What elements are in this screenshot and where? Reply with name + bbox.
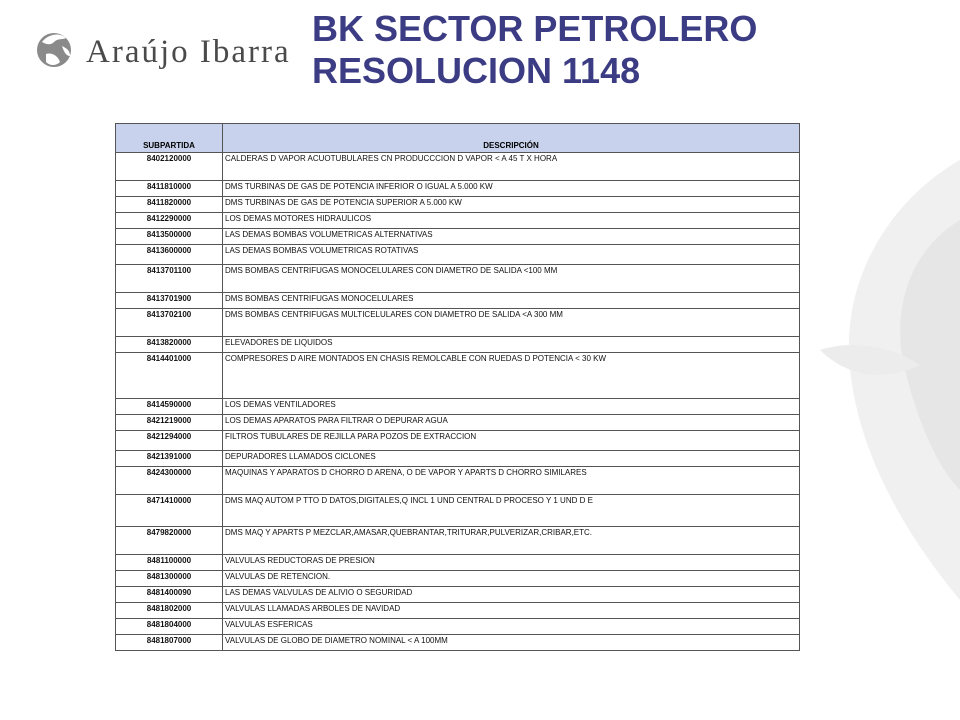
header-subpartida: SUBPARTIDA — [116, 124, 223, 153]
logo-text: Araújo Ibarra — [86, 34, 291, 70]
descripcion-cell: ELEVADORES DE LIQUIDOS — [223, 337, 800, 353]
descripcion-cell: VALVULAS DE RETENCION. — [223, 571, 800, 587]
subpartida-cell: 8471410000 — [116, 495, 223, 527]
descripcion-cell: DMS BOMBAS CENTRIFUGAS MONOCELULARES CON DIAMETRO DE SALIDA <100 MM — [223, 265, 800, 293]
table-row — [116, 527, 800, 555]
table-row — [116, 495, 800, 527]
subpartida-cell: 8412290000 — [116, 213, 223, 229]
subpartida-cell: 8411820000 — [116, 197, 223, 213]
table-header-row — [116, 124, 800, 153]
globe-icon — [36, 28, 76, 72]
table-row — [116, 451, 800, 467]
descripcion-cell: VALVULAS REDUCTORAS DE PRESION — [223, 555, 800, 571]
descripcion-cell: DMS TURBINAS DE GAS DE POTENCIA INFERIOR O IGUAL A 5.000 KW — [223, 181, 800, 197]
page-title — [312, 8, 757, 92]
table-row — [116, 619, 800, 635]
table-row — [116, 245, 800, 265]
descripcion-cell: LOS DEMAS APARATOS PARA FILTRAR O DEPURAR AGUA — [223, 415, 800, 431]
header-descripcion: DESCRIPCIÓN — [223, 124, 800, 153]
tariff-table-container — [115, 123, 799, 651]
company-logo — [36, 28, 326, 78]
table-row — [116, 197, 800, 213]
table-row — [116, 555, 800, 571]
subpartida-cell: 8413701100 — [116, 265, 223, 293]
subpartida-cell: 8481400090 — [116, 587, 223, 603]
table-row — [116, 431, 800, 451]
descripcion-cell: VALVULAS ESFERICAS — [223, 619, 800, 635]
subpartida-cell: 8421219000 — [116, 415, 223, 431]
descripcion-cell: LOS DEMAS VENTILADORES — [223, 399, 800, 415]
table-row — [116, 153, 800, 181]
title-line-2: RESOLUCION 1148 — [312, 50, 641, 91]
subpartida-cell: 8413702100 — [116, 309, 223, 337]
subpartida-cell: 8413600000 — [116, 245, 223, 265]
table-row — [116, 293, 800, 309]
subpartida-cell: 8413820000 — [116, 337, 223, 353]
subpartida-cell: 8481804000 — [116, 619, 223, 635]
subpartida-cell: 8481802000 — [116, 603, 223, 619]
table-row — [116, 467, 800, 495]
table-row — [116, 309, 800, 337]
subpartida-cell: 8421294000 — [116, 431, 223, 451]
globe-watermark — [780, 140, 960, 620]
table-row — [116, 229, 800, 245]
title-line-1: BK SECTOR PETROLERO — [312, 8, 758, 49]
table-row — [116, 213, 800, 229]
descripcion-cell: VALVULAS DE GLOBO DE DIAMETRO NOMINAL < A 100MM — [223, 635, 800, 651]
subpartida-cell: 8481300000 — [116, 571, 223, 587]
subpartida-cell: 8481100000 — [116, 555, 223, 571]
descripcion-cell: DMS MAQ Y APARTS P MEZCLAR,AMASAR,QUEBRANTAR,TRITURAR,PULVERIZAR,CRIBAR,ETC. — [223, 527, 800, 555]
descripcion-cell: DMS BOMBAS CENTRIFUGAS MULTICELULARES CON DIAMETRO DE SALIDA <A 300 MM — [223, 309, 800, 337]
subpartida-cell: 8424300000 — [116, 467, 223, 495]
subpartida-cell: 8479820000 — [116, 527, 223, 555]
table-row — [116, 265, 800, 293]
descripcion-cell: DEPURADORES LLAMADOS CICLONES — [223, 451, 800, 467]
descripcion-cell: CALDERAS D VAPOR ACUOTUBULARES CN PRODUCCCION D VAPOR < A 45 T X HORA — [223, 153, 800, 181]
subpartida-cell: 8414590000 — [116, 399, 223, 415]
subpartida-cell: 8413701900 — [116, 293, 223, 309]
table-row — [116, 603, 800, 619]
descripcion-cell: MAQUINAS Y APARATOS D CHORRO D ARENA, O DE VAPOR Y APARTS D CHORRO SIMILARES — [223, 467, 800, 495]
descripcion-cell: DMS BOMBAS CENTRIFUGAS MONOCELULARES — [223, 293, 800, 309]
table-row — [116, 353, 800, 399]
descripcion-cell: LAS DEMAS BOMBAS VOLUMETRICAS ALTERNATIVAS — [223, 229, 800, 245]
descripcion-cell: COMPRESORES D AIRE MONTADOS EN CHASIS REMOLCABLE CON RUEDAS D POTENCIA < 30 KW — [223, 353, 800, 399]
subpartida-cell: 8414401000 — [116, 353, 223, 399]
table-row — [116, 181, 800, 197]
descripcion-cell: LAS DEMAS VALVULAS DE ALIVIO O SEGURIDAD — [223, 587, 800, 603]
table-row — [116, 415, 800, 431]
descripcion-cell: DMS MAQ AUTOM P TTO D DATOS,DIGITALES,Q INCL 1 UND CENTRAL D PROCESO Y 1 UND D E — [223, 495, 800, 527]
descripcion-cell: DMS TURBINAS DE GAS DE POTENCIA SUPERIOR A 5.000 KW — [223, 197, 800, 213]
table-row — [116, 399, 800, 415]
table-body — [116, 153, 800, 651]
descripcion-cell: LOS DEMAS MOTORES HIDRAULICOS — [223, 213, 800, 229]
table-row — [116, 337, 800, 353]
descripcion-cell: FILTROS TUBULARES DE REJILLA PARA POZOS DE EXTRACCION — [223, 431, 800, 451]
subpartida-cell: 8481807000 — [116, 635, 223, 651]
subpartida-cell: 8402120000 — [116, 153, 223, 181]
table-row — [116, 587, 800, 603]
table-row — [116, 635, 800, 651]
tariff-table — [115, 123, 800, 651]
subpartida-cell: 8413500000 — [116, 229, 223, 245]
descripcion-cell: LAS DEMAS BOMBAS VOLUMETRICAS ROTATIVAS — [223, 245, 800, 265]
subpartida-cell: 8411810000 — [116, 181, 223, 197]
table-row — [116, 571, 800, 587]
descripcion-cell: VALVULAS LLAMADAS ARBOLES DE NAVIDAD — [223, 603, 800, 619]
subpartida-cell: 8421391000 — [116, 451, 223, 467]
